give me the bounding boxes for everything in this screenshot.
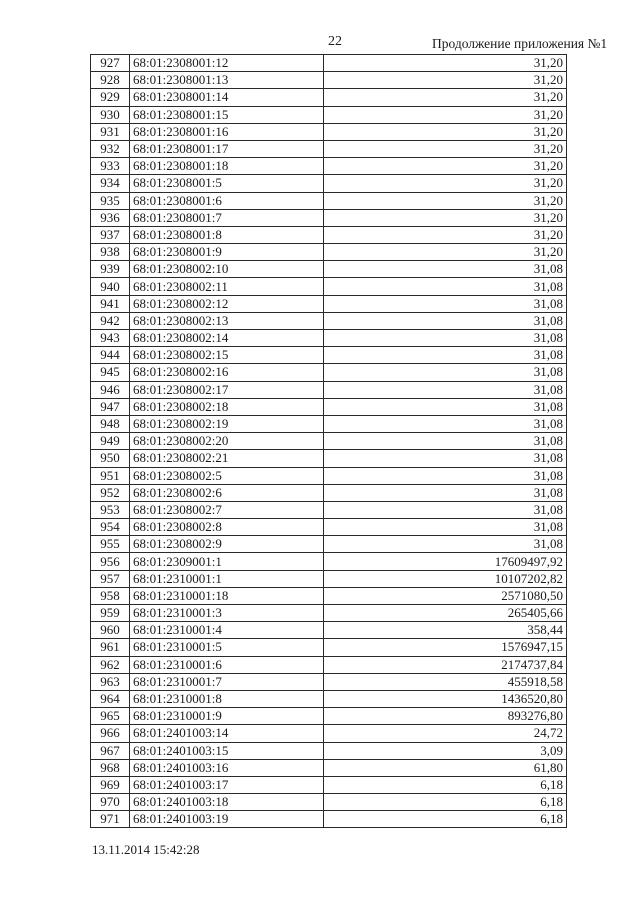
row-number-cell: 945 xyxy=(91,364,130,381)
cadastral-number-cell: 68:01:2308001:13 xyxy=(130,72,324,89)
cadastral-number-cell: 68:01:2308002:7 xyxy=(130,501,324,518)
table-row xyxy=(91,587,567,604)
table-row xyxy=(91,673,567,690)
cadastral-value-cell: 31,08 xyxy=(324,415,567,432)
cadastral-number-cell: 68:01:2308002:16 xyxy=(130,364,324,381)
row-number-cell: 958 xyxy=(91,587,130,604)
row-number-cell: 965 xyxy=(91,708,130,725)
row-number-cell: 929 xyxy=(91,89,130,106)
table-row xyxy=(91,55,567,72)
table-row xyxy=(91,467,567,484)
row-number-cell: 933 xyxy=(91,158,130,175)
cadastral-value-cell: 31,20 xyxy=(324,123,567,140)
row-number-cell: 950 xyxy=(91,450,130,467)
cadastral-number-cell: 68:01:2308002:19 xyxy=(130,415,324,432)
cadastral-value-cell: 1576947,15 xyxy=(324,639,567,656)
cadastral-number-cell: 68:01:2308002:8 xyxy=(130,519,324,536)
cadastral-value-cell: 31,08 xyxy=(324,312,567,329)
cadastral-number-cell: 68:01:2310001:18 xyxy=(130,587,324,604)
cadastral-number-cell: 68:01:2308001:17 xyxy=(130,140,324,157)
table-row xyxy=(91,295,567,312)
row-number-cell: 936 xyxy=(91,209,130,226)
table-row xyxy=(91,776,567,793)
cadastral-number-cell: 68:01:2308002:17 xyxy=(130,381,324,398)
row-number-cell: 943 xyxy=(91,330,130,347)
cadastral-value-cell: 455918,58 xyxy=(324,673,567,690)
row-number-cell: 944 xyxy=(91,347,130,364)
row-number-cell: 935 xyxy=(91,192,130,209)
cadastral-number-cell: 68:01:2401003:18 xyxy=(130,794,324,811)
table-row xyxy=(91,347,567,364)
table-row xyxy=(91,89,567,106)
row-number-cell: 969 xyxy=(91,776,130,793)
cadastral-value-cell: 31,08 xyxy=(324,330,567,347)
cadastral-value-cell: 31,20 xyxy=(324,209,567,226)
cadastral-number-cell: 68:01:2308002:12 xyxy=(130,295,324,312)
table-row xyxy=(91,123,567,140)
table-row xyxy=(91,656,567,673)
cadastral-value-cell: 31,20 xyxy=(324,55,567,72)
table-row xyxy=(91,398,567,415)
cadastral-number-cell: 68:01:2308001:14 xyxy=(130,89,324,106)
print-timestamp: 13.11.2014 15:42:28 xyxy=(92,842,200,857)
row-number-cell: 959 xyxy=(91,605,130,622)
cadastral-number-cell: 68:01:2401003:17 xyxy=(130,776,324,793)
cadastral-number-cell: 68:01:2308001:18 xyxy=(130,158,324,175)
table-row xyxy=(91,158,567,175)
table-row xyxy=(91,433,567,450)
cadastral-number-cell: 68:01:2401003:16 xyxy=(130,759,324,776)
table-row xyxy=(91,553,567,570)
cadastral-value-cell: 31,08 xyxy=(324,261,567,278)
cadastral-number-cell: 68:01:2308001:7 xyxy=(130,209,324,226)
cadastral-value-cell: 31,08 xyxy=(324,398,567,415)
table-row xyxy=(91,501,567,518)
table-row xyxy=(91,622,567,639)
cadastral-number-cell: 68:01:2308002:11 xyxy=(130,278,324,295)
row-number-cell: 946 xyxy=(91,381,130,398)
cadastral-value-cell: 6,18 xyxy=(324,811,567,828)
cadastral-value-cell: 265405,66 xyxy=(324,605,567,622)
cadastral-value-cell: 1436520,80 xyxy=(324,690,567,707)
table-row xyxy=(91,312,567,329)
cadastral-number-cell: 68:01:2310001:6 xyxy=(130,656,324,673)
cadastral-value-cell: 6,18 xyxy=(324,794,567,811)
cadastral-number-cell: 68:01:2309001:1 xyxy=(130,553,324,570)
row-number-cell: 968 xyxy=(91,759,130,776)
cadastral-value-cell: 31,20 xyxy=(324,192,567,209)
cadastral-number-cell: 68:01:2310001:4 xyxy=(130,622,324,639)
row-number-cell: 960 xyxy=(91,622,130,639)
cadastral-value-cell: 31,20 xyxy=(324,106,567,123)
row-number-cell: 948 xyxy=(91,415,130,432)
cadastral-value-cell: 31,08 xyxy=(324,295,567,312)
cadastral-number-cell: 68:01:2308002:6 xyxy=(130,484,324,501)
cadastral-value-cell: 3,09 xyxy=(324,742,567,759)
cadastral-value-cell: 10107202,82 xyxy=(324,570,567,587)
row-number-cell: 942 xyxy=(91,312,130,329)
cadastral-value-cell: 358,44 xyxy=(324,622,567,639)
cadastral-number-cell: 68:01:2401003:14 xyxy=(130,725,324,742)
row-number-cell: 938 xyxy=(91,244,130,261)
cadastral-number-cell: 68:01:2308002:20 xyxy=(130,433,324,450)
row-number-cell: 964 xyxy=(91,690,130,707)
row-number-cell: 963 xyxy=(91,673,130,690)
row-number-cell: 937 xyxy=(91,226,130,243)
cadastral-value-cell: 2571080,50 xyxy=(324,587,567,604)
row-number-cell: 931 xyxy=(91,123,130,140)
row-number-cell: 949 xyxy=(91,433,130,450)
row-number-cell: 932 xyxy=(91,140,130,157)
row-number-cell: 971 xyxy=(91,811,130,828)
cadastral-value-cell: 17609497,92 xyxy=(324,553,567,570)
cadastral-value-cell: 31,08 xyxy=(324,278,567,295)
cadastral-number-cell: 68:01:2308002:13 xyxy=(130,312,324,329)
table-row xyxy=(91,639,567,656)
cadastral-number-cell: 68:01:2308001:5 xyxy=(130,175,324,192)
table-row xyxy=(91,450,567,467)
table-row xyxy=(91,415,567,432)
row-number-cell: 940 xyxy=(91,278,130,295)
row-number-cell: 930 xyxy=(91,106,130,123)
cadastral-number-cell: 68:01:2310001:9 xyxy=(130,708,324,725)
table-row xyxy=(91,759,567,776)
row-number-cell: 956 xyxy=(91,553,130,570)
cadastral-number-cell: 68:01:2308001:15 xyxy=(130,106,324,123)
cadastral-value-cell: 31,20 xyxy=(324,72,567,89)
continuation-title: Продолжение приложения №1 xyxy=(432,36,608,51)
row-number-cell: 934 xyxy=(91,175,130,192)
table-row xyxy=(91,484,567,501)
cadastral-number-cell: 68:01:2308002:21 xyxy=(130,450,324,467)
cadastral-value-cell: 31,20 xyxy=(324,158,567,175)
table-row xyxy=(91,209,567,226)
table-row xyxy=(91,192,567,209)
row-number-cell: 962 xyxy=(91,656,130,673)
table-row xyxy=(91,811,567,828)
cadastral-value-cell: 31,08 xyxy=(324,536,567,553)
table-row xyxy=(91,106,567,123)
cadastral-number-cell: 68:01:2308001:6 xyxy=(130,192,324,209)
cadastral-value-cell: 31,08 xyxy=(324,519,567,536)
table-row xyxy=(91,244,567,261)
table-row xyxy=(91,72,567,89)
cadastral-number-cell: 68:01:2401003:19 xyxy=(130,811,324,828)
cadastral-number-cell: 68:01:2310001:8 xyxy=(130,690,324,707)
cadastral-number-cell: 68:01:2308001:16 xyxy=(130,123,324,140)
row-number-cell: 955 xyxy=(91,536,130,553)
cadastral-number-cell: 68:01:2308002:10 xyxy=(130,261,324,278)
row-number-cell: 961 xyxy=(91,639,130,656)
cadastral-number-cell: 68:01:2401003:15 xyxy=(130,742,324,759)
cadastral-value-cell: 31,20 xyxy=(324,140,567,157)
cadastral-value-cell: 31,08 xyxy=(324,501,567,518)
cadastral-value-cell: 31,08 xyxy=(324,381,567,398)
cadastral-number-cell: 68:01:2308002:9 xyxy=(130,536,324,553)
cadastral-number-cell: 68:01:2308001:9 xyxy=(130,244,324,261)
table-row xyxy=(91,140,567,157)
row-number-cell: 928 xyxy=(91,72,130,89)
cadastral-number-cell: 68:01:2308001:12 xyxy=(130,55,324,72)
row-number-cell: 947 xyxy=(91,398,130,415)
table-row xyxy=(91,742,567,759)
cadastral-value-cell: 893276,80 xyxy=(324,708,567,725)
cadastral-value-cell: 31,20 xyxy=(324,244,567,261)
cadastral-value-cell: 31,20 xyxy=(324,226,567,243)
cadastral-value-cell: 31,08 xyxy=(324,450,567,467)
row-number-cell: 927 xyxy=(91,55,130,72)
table-row xyxy=(91,794,567,811)
cadastral-value-cell: 31,08 xyxy=(324,364,567,381)
row-number-cell: 951 xyxy=(91,467,130,484)
cadastral-value-cell: 31,08 xyxy=(324,467,567,484)
cadastral-value-cell: 31,08 xyxy=(324,347,567,364)
cadastral-value-cell: 31,20 xyxy=(324,175,567,192)
table-row xyxy=(91,278,567,295)
table-body xyxy=(91,55,567,828)
table-row xyxy=(91,690,567,707)
cadastral-value-cell: 6,18 xyxy=(324,776,567,793)
table-row xyxy=(91,226,567,243)
row-number-cell: 970 xyxy=(91,794,130,811)
row-number-cell: 967 xyxy=(91,742,130,759)
row-number-cell: 966 xyxy=(91,725,130,742)
cadastral-number-cell: 68:01:2308002:18 xyxy=(130,398,324,415)
table-row xyxy=(91,570,567,587)
cadastral-value-cell: 31,08 xyxy=(324,484,567,501)
table-row xyxy=(91,725,567,742)
table-row xyxy=(91,605,567,622)
cadastral-number-cell: 68:01:2310001:1 xyxy=(130,570,324,587)
cadastral-value-table xyxy=(90,54,567,828)
table-row xyxy=(91,364,567,381)
row-number-cell: 954 xyxy=(91,519,130,536)
cadastral-value-cell: 31,08 xyxy=(324,433,567,450)
cadastral-number-cell: 68:01:2310001:7 xyxy=(130,673,324,690)
cadastral-value-cell: 31,20 xyxy=(324,89,567,106)
table-row xyxy=(91,330,567,347)
cadastral-number-cell: 68:01:2308002:14 xyxy=(130,330,324,347)
table-row xyxy=(91,536,567,553)
row-number-cell: 957 xyxy=(91,570,130,587)
cadastral-number-cell: 68:01:2308002:15 xyxy=(130,347,324,364)
row-number-cell: 941 xyxy=(91,295,130,312)
cadastral-value-cell: 2174737,84 xyxy=(324,656,567,673)
row-number-cell: 952 xyxy=(91,484,130,501)
cadastral-number-cell: 68:01:2310001:5 xyxy=(130,639,324,656)
row-number-cell: 953 xyxy=(91,501,130,518)
cadastral-number-cell: 68:01:2308001:8 xyxy=(130,226,324,243)
cadastral-number-cell: 68:01:2308002:5 xyxy=(130,467,324,484)
row-number-cell: 939 xyxy=(91,261,130,278)
table-row xyxy=(91,519,567,536)
page-number: 22 xyxy=(328,34,342,49)
table-row xyxy=(91,175,567,192)
table-row xyxy=(91,708,567,725)
cadastral-number-cell: 68:01:2310001:3 xyxy=(130,605,324,622)
cadastral-value-cell: 61,80 xyxy=(324,759,567,776)
table-row xyxy=(91,261,567,278)
cadastral-value-cell: 24,72 xyxy=(324,725,567,742)
table-row xyxy=(91,381,567,398)
